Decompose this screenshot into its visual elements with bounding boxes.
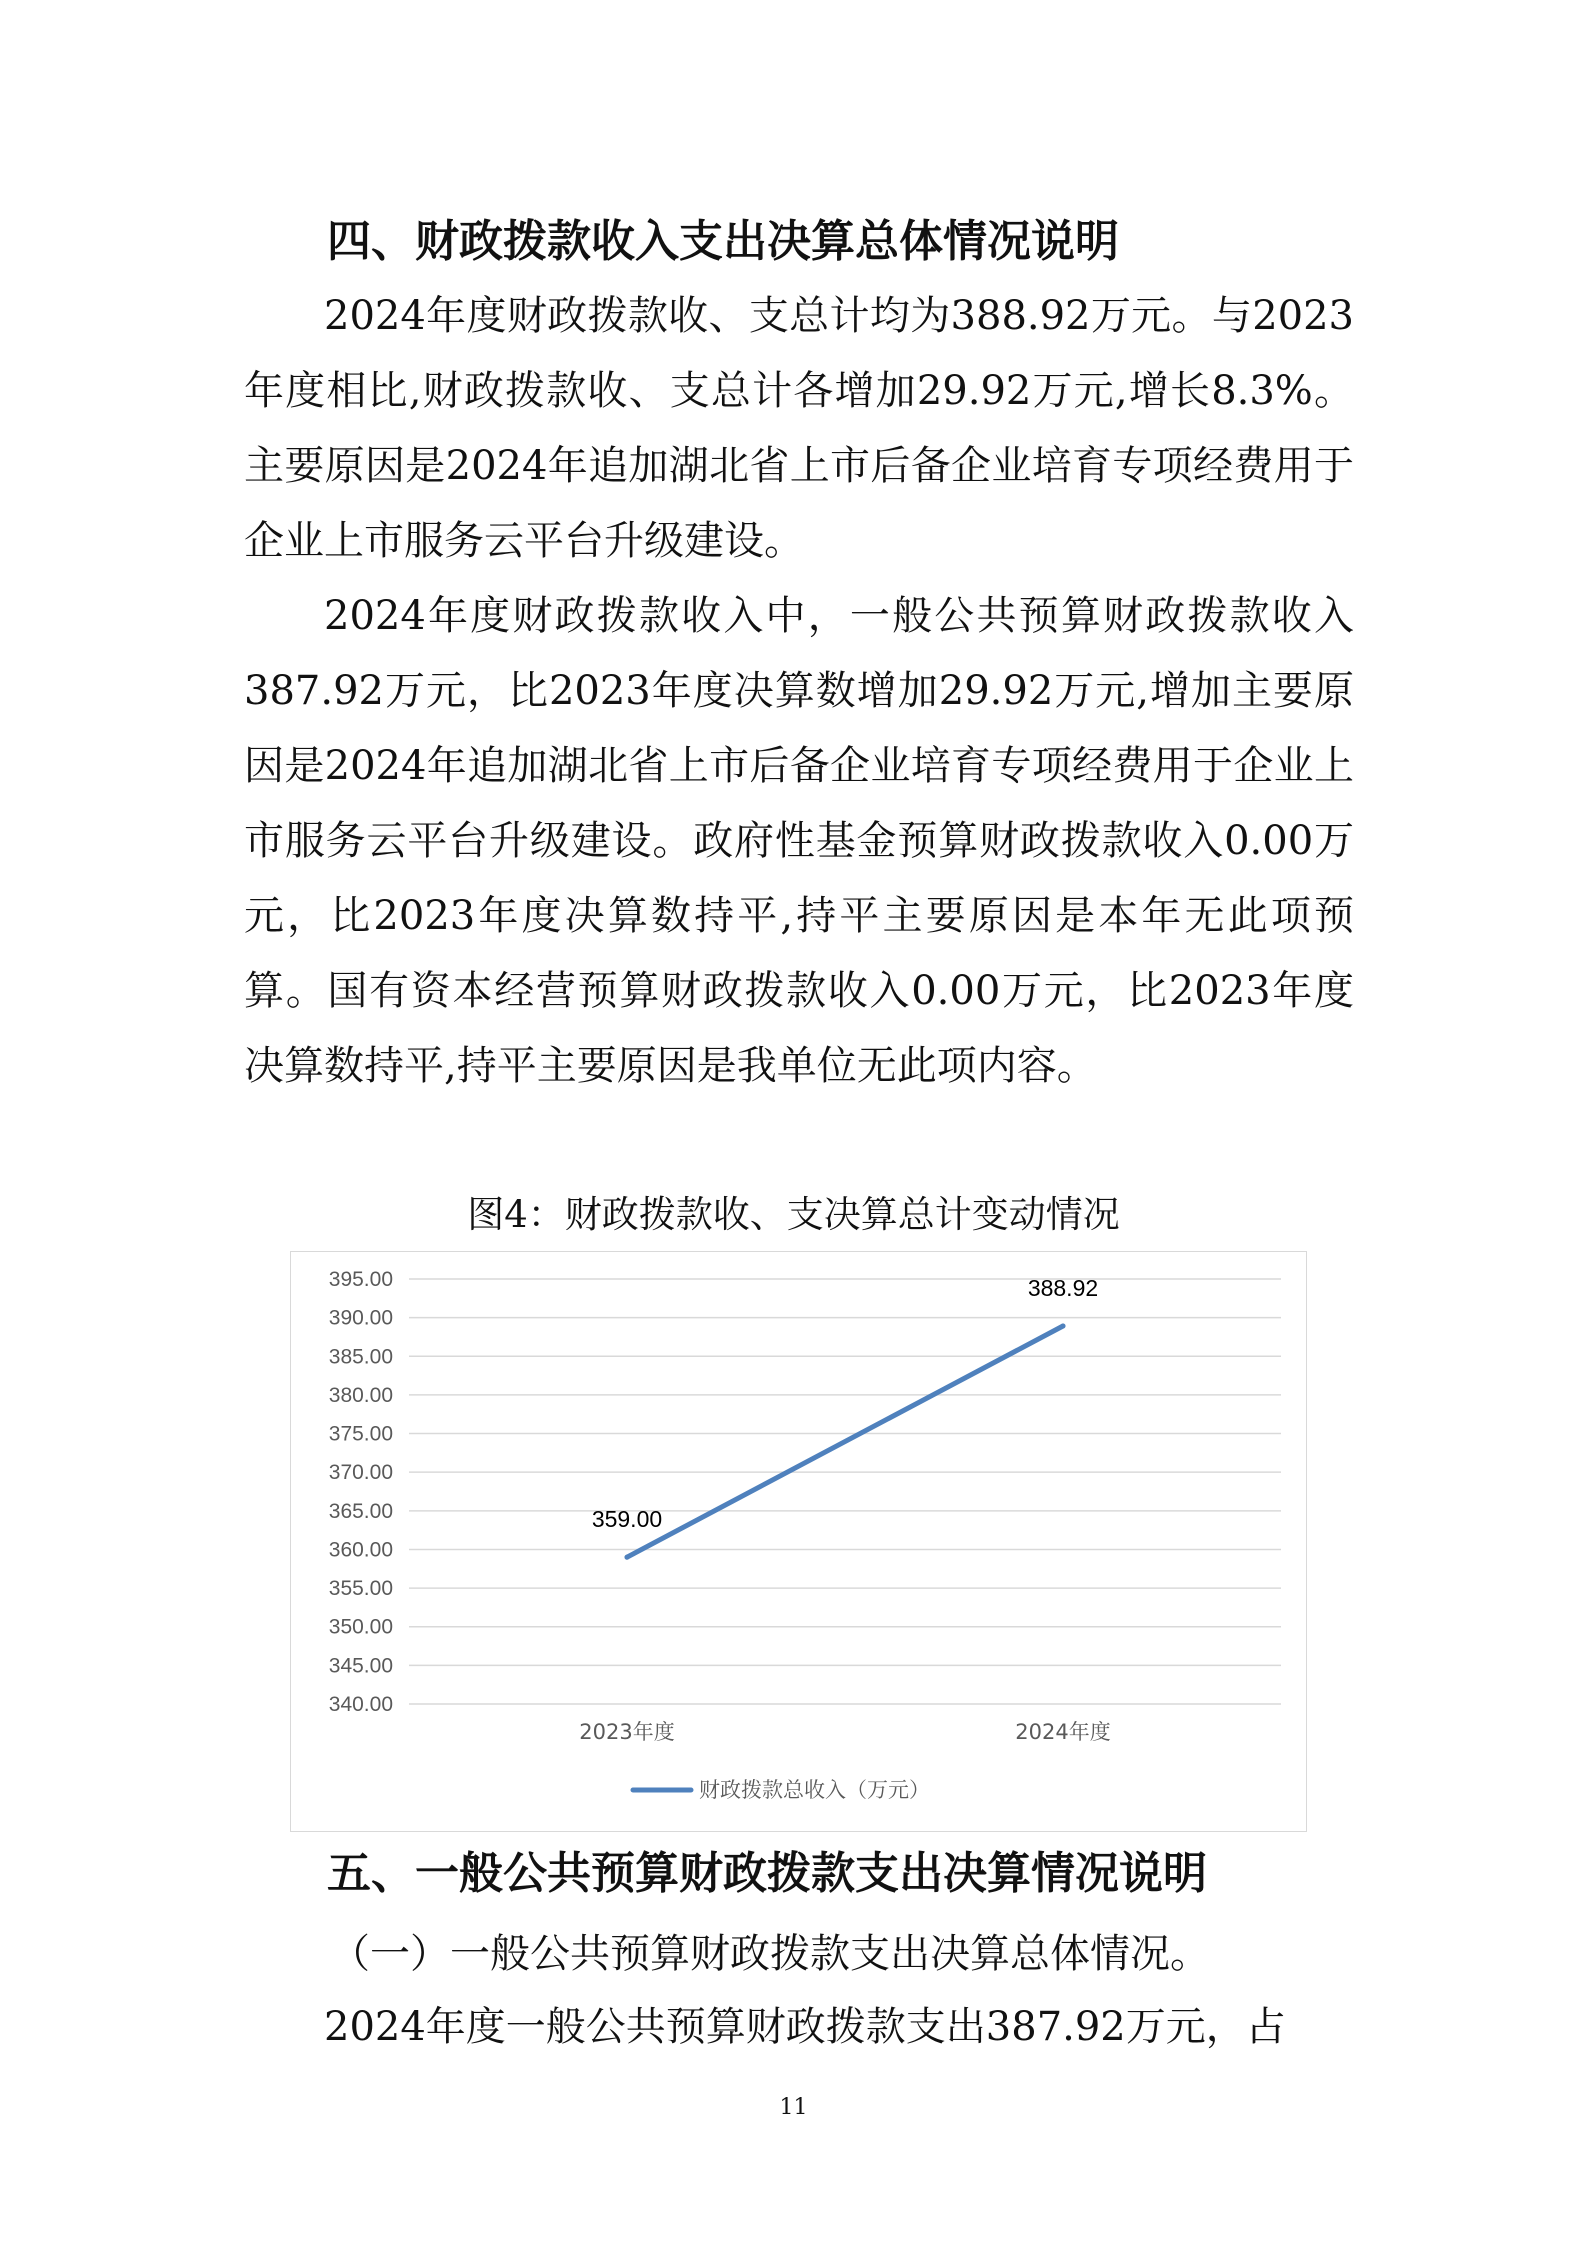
subsection-heading: （一）一般公共预算财政拨款支出决算总体情况。 [330,1931,1210,1977]
y-tick-label: 340.00 [328,1693,393,1716]
y-tick-label: 355.00 [328,1577,393,1601]
data-point [1061,1323,1066,1328]
y-tick-label: 365.00 [328,1499,393,1523]
y-tick-label: 360.00 [328,1538,393,1562]
series-line [627,1326,1063,1557]
paragraph-income-breakdown: 2024年度财政拨款收入中，一般公共预算财政拨款收入387.92万元，比2023年度决算数增加29.92万元,增加主要原因是2024年追加湖北省上市后备企业培育专项经费用于企业上市服务云平台升级建设。政府性基金预算财政拨款收入0.00万元，比2023年度决算数持平,持平主要原因是本年无此项预算。国有资本经营预算财政拨款收入0.00万元，比2023年度决算数持平,持平主要原因是我单位无此项内容。 [244,593,1354,1089]
legend-label: 财政拨款总收入（万元） [699,1778,930,1802]
y-tick-label: 350.00 [328,1615,393,1639]
section-heading-5: 五、一般公共预算财政拨款支出决算情况说明 [327,1848,1207,1899]
y-tick-label: 345.00 [328,1654,393,1678]
y-tick-label: 375.00 [328,1422,393,1446]
paragraph-expenditure-total: 2024年度一般公共预算财政拨款支出387.92万元，占 [324,2004,1286,2050]
y-tick-label: 390.00 [328,1306,393,1330]
y-tick-label: 385.00 [328,1345,393,1369]
page-number: 11 [779,2095,808,2120]
data-label: 359.00 [591,1506,663,1533]
y-tick-label: 395.00 [328,1268,393,1291]
x-tick-label: 2024年度 [1015,1720,1111,1744]
paragraph-total-overview: 2024年度财政拨款收、支总计均为388.92万元。与2023年度相比,财政拨款收、支总计各增加29.92万元,增长8.3%。主要原因是2024年追加湖北省上市后备企业培育专项经费用于企业上市服务云平台升级建设。 [244,293,1354,564]
y-tick-label: 370.00 [328,1461,393,1485]
data-point [625,1555,630,1560]
y-tick-label: 380.00 [328,1383,393,1407]
line-chart [290,1251,1307,1832]
figure-caption: 图4：财政拨款收、支决算总计变动情况 [467,1193,1120,1236]
chart-canvas [291,1252,1308,1833]
data-label: 388.92 [1027,1274,1099,1301]
x-tick-label: 2023年度 [579,1720,675,1744]
section-heading-4: 四、财政拨款收入支出决算总体情况说明 [327,216,1119,267]
